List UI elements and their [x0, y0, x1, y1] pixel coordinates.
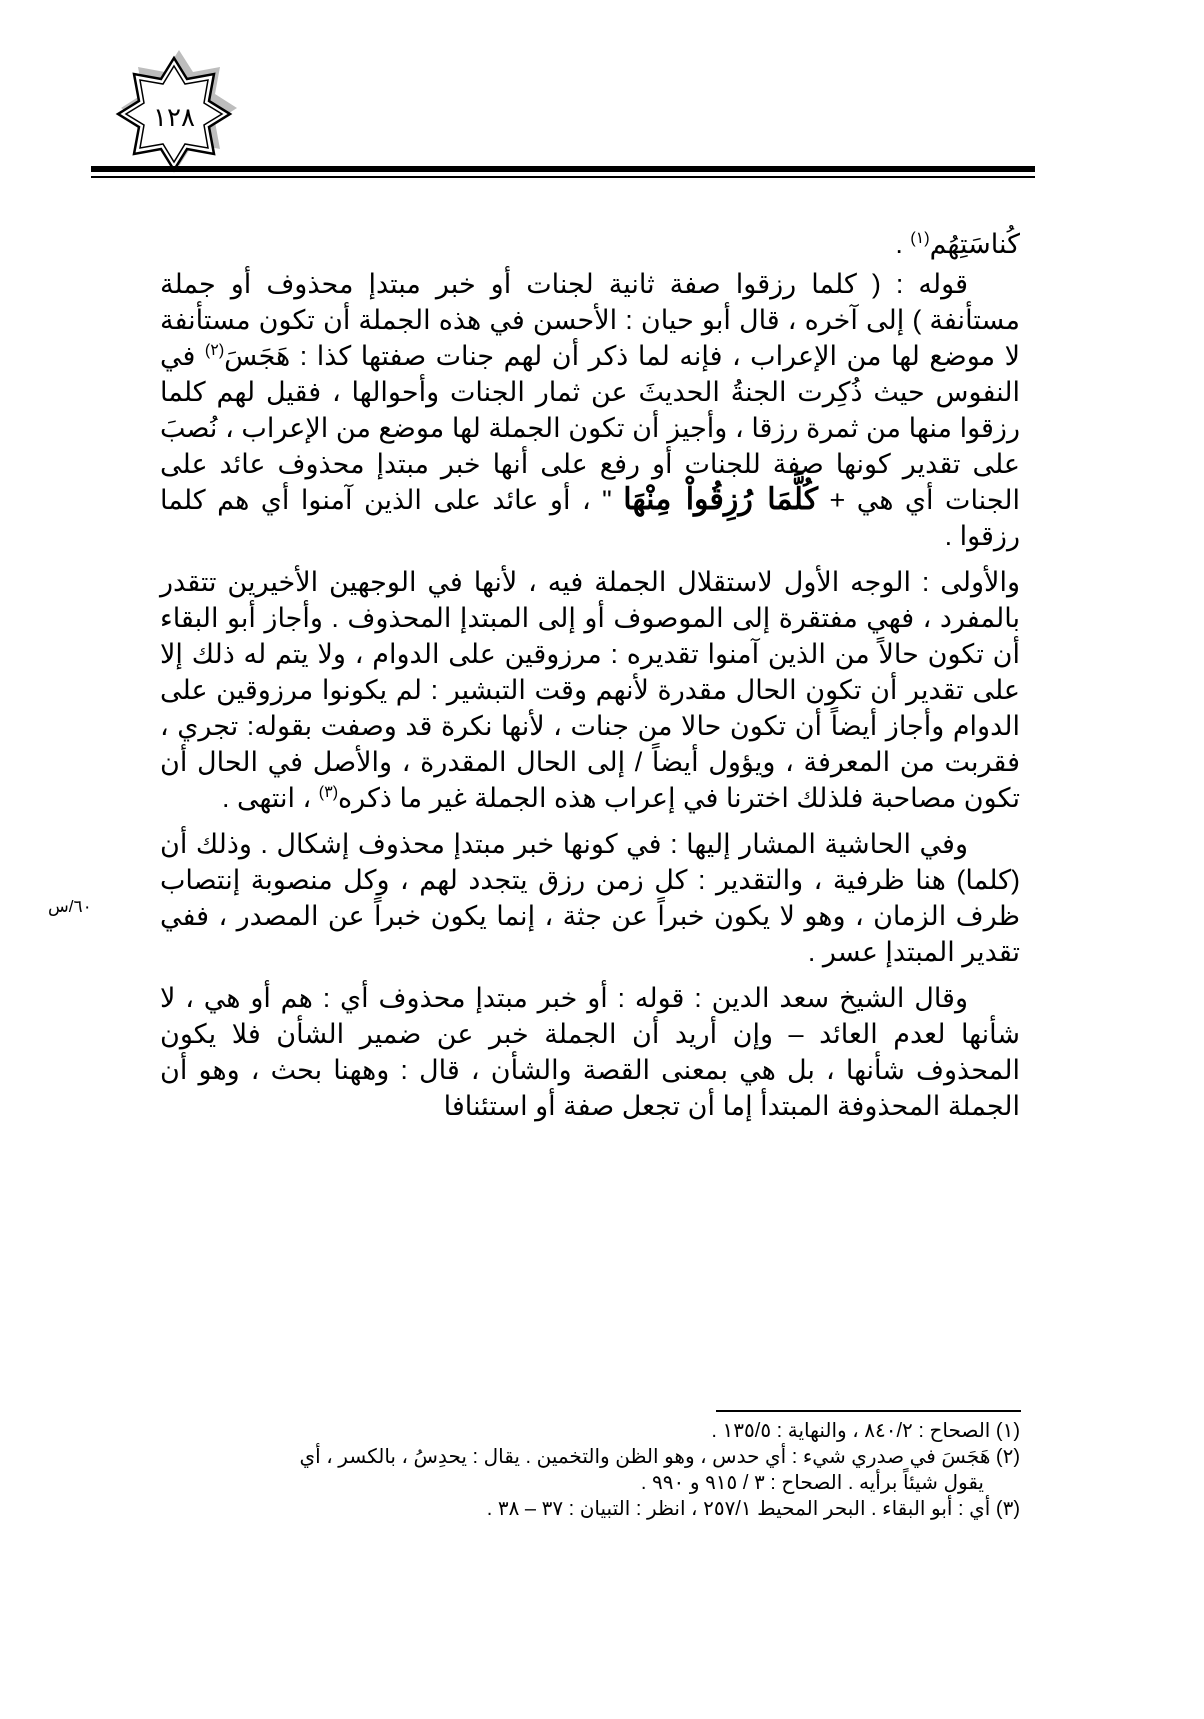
page-number-badge [108, 48, 242, 174]
paragraph: وفي الحاشية المشار إليها : في كونها خبر مبتدإ محذوف إشكال . وذلك أن (كلما) هنا ظرفية ، والتقدير : كل زمن رزق يتجدد لهم ، وكل منصوبة إنتصاب ظرف الزمان ، وهو لا يكون خبراً عن جثة ، إنما يكون خبراً عن المصدر ، ففي تقدير المبتدإ عسر . [160, 829, 1020, 967]
text-span: والأولى : الوجه الأول لاستقلال الجملة فيه ، لأنها في الوجهين الأخيرين تتقدر بالمفرد ، فهي مفتقرة إلى الموصوف أو إلى المبتدإ المحذوف . وأجاز أبو البقاء أن تكون حالاً من الذين آمنوا تقديره : مرزوقين على الدوام ، ولا يتم له ذلك إلا على تقدير أن تكون الحال مقدرة لأنهم وقت التبشير : لم يكونوا مرزوقين على الدوام وأجاز أيضاً أن تكون حالا من جنات ، لأنها نكرة قد وصفت بقوله: تجري ، فقربت من المعرفة ، ويؤول أيضاً / إلى الحال المقدرة ، والأصل في الحال أن تكون مصاحبة فلذلك اخترنا في إعراب هذه الجملة غير ما ذكره [160, 567, 1020, 813]
paragraph: وقال الشيخ سعد الدين : قوله : أو خبر مبتدإ محذوف أي : هم أو هي ، لا شأنها لعدم العائد – وإن أريد أن الجملة خبر عن ضمير الشأن فلا يكون المحذوف شأنها ، بل هي بمعنى القصة والشأن ، قال : وههنا بحث ، وهو أن الجملة المحذوفة المبتدأ إما أن تجعل صفة أو استئنافا [160, 983, 1020, 1121]
footnote-divider [716, 1410, 1021, 1412]
text-span: قوله : ( كلما رزقوا صفة ثانية لجنات أو خبر مبتدإ محذوف أو جملة مستأنفة ) إلى آخره ، قال أبو حيان : الأحسن في هذه الجملة أن تكون مستأنفة لا موضع لها من الإعراب ، فإنه لما ذكر أن لهم جنات صفتها كذا : هَجَسَ [160, 269, 1020, 371]
quran-quote: كُلَّمَا رُزِقُواْ مِنْهَا [623, 482, 818, 517]
text-span: كُناسَتِهُم [929, 229, 1020, 259]
margin-note: ٦٠/س [48, 897, 92, 916]
paragraph [160, 266, 1020, 554]
footnote-2: (٢) هَجَسَ في صدري شيء : أي حدس ، وهو الظن والتخمين . يقال : يحدِسُ ، بالكسر ، أي [299, 1446, 1020, 1468]
text-span: في النفوس حيث ذُكِرت الجنةُ الحديثَ عن ثمار الجنات وأحوالها ، فقيل لهم كلما رزقوا منها من ثمرة رزقا ، وأجيز أن تكون الجملة لها موضع من الإعراب ، نُصبَ على تقدير كونها صفة للجنات أو رفع على أنها خبر مبتدإ محذوف عائد على الجنات أي هي + [160, 341, 1020, 515]
footnote-ref: (١) [910, 230, 930, 247]
footnote-2-continuation: يقول شيئاً برأيه . الصحاح : ٣ / ٩١٥ و ٩٩٠ . [640, 1472, 984, 1494]
text-span: . [895, 229, 911, 259]
footnote-3: (٣) أي : أبو البقاء . البحر المحيط ٢٥٧/١ ، انظر : التبيان : ٣٧ – ٣٨ . [486, 1498, 1020, 1520]
paragraph-continuation [160, 226, 1020, 262]
footnote-ref: (٣) [318, 784, 339, 801]
text-span: ، انتهى . [221, 783, 319, 813]
page-number: ١٢٨ [153, 101, 195, 132]
main-text [160, 226, 1020, 1134]
text-span: " ، أو عائد على الذين آمنوا أي هم كلما رزقوا . [160, 485, 1020, 551]
paragraph [160, 564, 1020, 816]
footnote-ref: (٢) [204, 342, 225, 359]
header-rule-thick [91, 166, 1035, 172]
footnote-1: (١) الصحاح : ٨٤٠/٢ ، والنهاية : ١٣٥/٥ . [711, 1420, 1020, 1442]
header-rule-thin [91, 176, 1035, 178]
footnotes [160, 1418, 1020, 1522]
